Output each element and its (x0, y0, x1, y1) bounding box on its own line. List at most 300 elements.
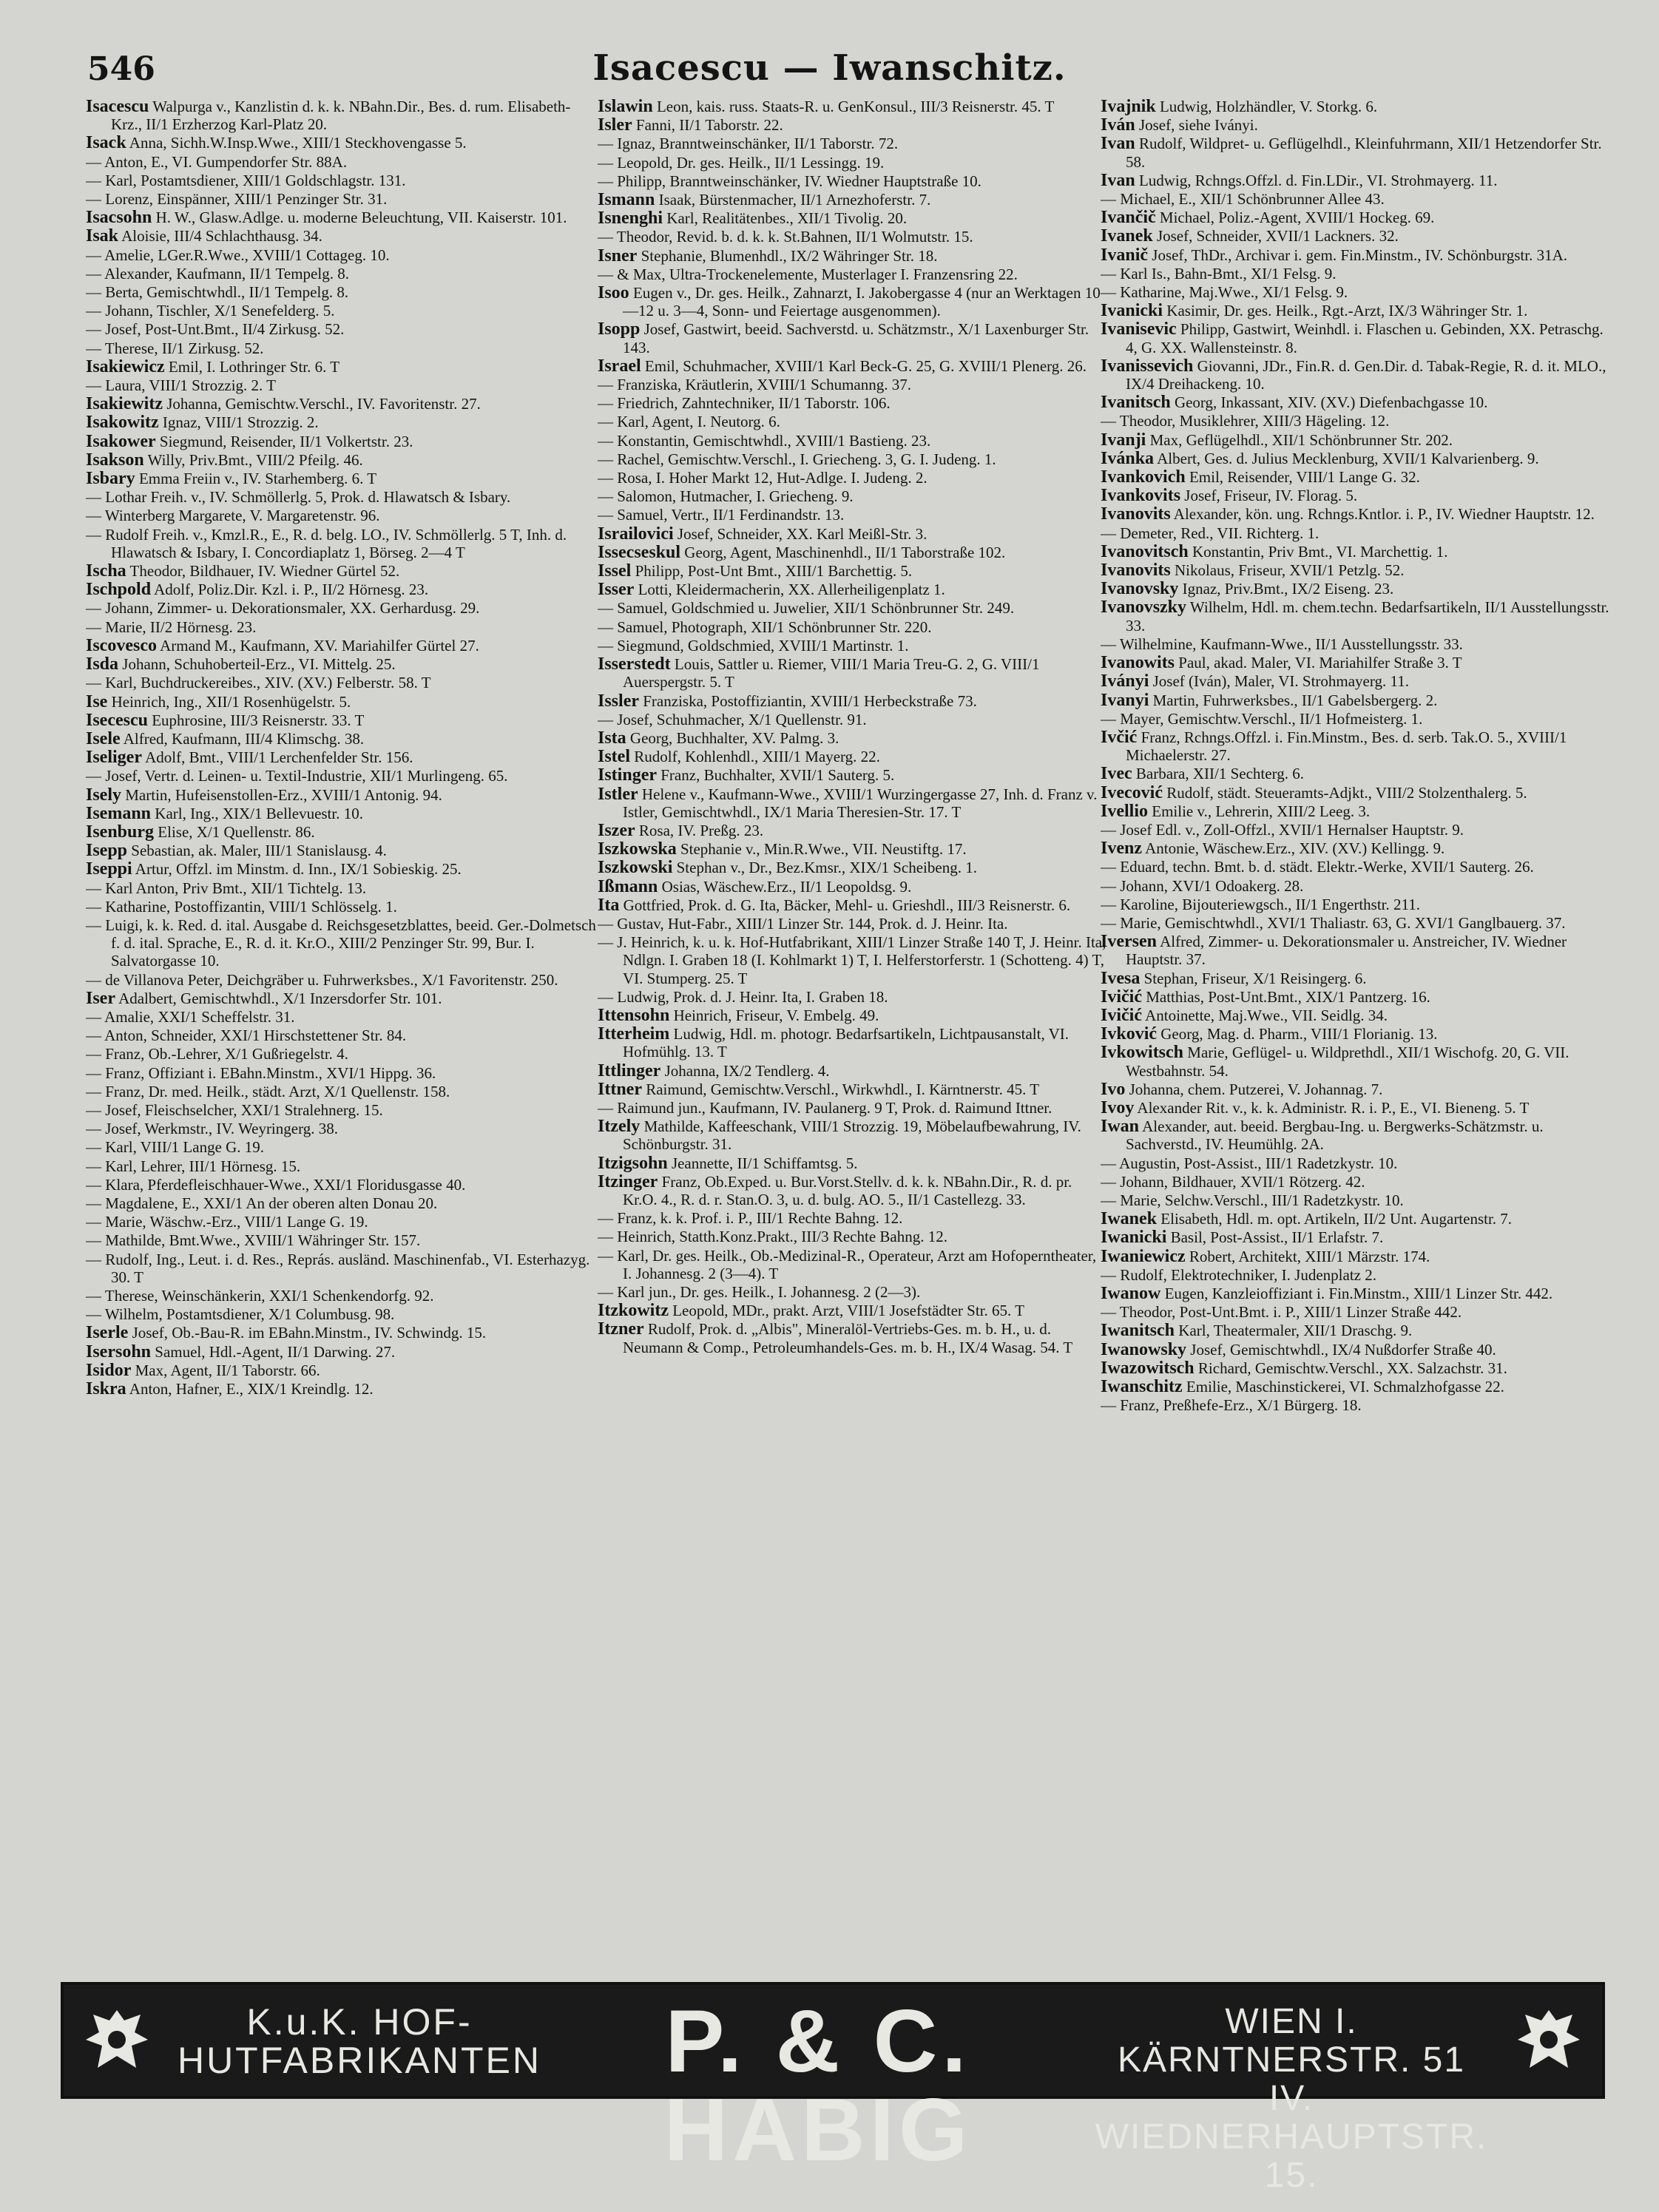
entry-surname: Isbary (86, 470, 135, 488)
directory-entry (86, 879, 596, 897)
entry-details: Fanni, II/1 Taborstr. 22. (632, 116, 783, 135)
entry-details: Georg, Buchhalter, XV. Palmg. 3. (626, 728, 839, 747)
directory-entry (1101, 431, 1611, 449)
directory-entry (86, 823, 596, 841)
directory-entry (86, 470, 596, 487)
entry-surname: Istler (598, 785, 638, 804)
directory-entry (598, 357, 1108, 375)
entry-details: Franz, Buchhalter, XVII/1 Sauterg. 5. (657, 766, 895, 785)
directory-entry (1101, 877, 1611, 895)
entry-details: — Augustin, Post-Assist., III/1 Radetzkystr. 10. (1101, 1154, 1398, 1172)
directory-entry (598, 822, 1108, 839)
entry-details: — J. Heinrich, k. u. k. Hof-Hutfabrikant, XIII/1 Linzer Straße 140 T, J. Heinr. Ita, Ndlgn. I. Graben 18 (I. Kohlmarkt 1) T, I. Helferstorferstr. 1 (Schotteng. 4) T, VI. Stumperg. 25. T (598, 933, 1106, 987)
entry-details: — Josef, Post-Unt.Bmt., II/4 Zirkusg. 52. (86, 320, 345, 339)
directory-entry (86, 1120, 596, 1137)
entry-surname: Isecescu (86, 711, 148, 729)
banner-address-text (1084, 2003, 1498, 2195)
directory-entry (598, 933, 1108, 987)
entry-surname: Israilovici (598, 524, 674, 543)
directory-entry (1101, 561, 1611, 579)
entry-surname: Ista (598, 728, 626, 748)
entry-details: Alexander, kön. ung. Rchngs.Kntlor. i. P., IV. Wiedner Hauptstr. 12. (1170, 505, 1595, 524)
directory-entry (598, 284, 1108, 319)
entry-surname: Itzely (598, 1117, 641, 1137)
directory-entry (1101, 598, 1611, 634)
directory-entry (598, 1302, 1108, 1319)
entry-details: Franz, Rchngs.Offzl. i. Fin.Minstm., Bes. d. serb. Tak.O. 5., XVIII/1 Michaelerstr. 27. (1126, 728, 1567, 765)
entry-details: Ignaz, Priv.Bmt., IX/2 Eiseng. 23. (1178, 580, 1394, 598)
entry-details: — Siegmund, Goldschmied, XVIII/1 Martinstr. 1. (598, 636, 909, 655)
directory-entry (598, 878, 1108, 896)
directory-entry (86, 711, 596, 729)
entry-surname: Itzkowitz (598, 1302, 669, 1320)
directory-entry (598, 840, 1108, 858)
directory-entry (86, 1194, 596, 1212)
directory-entry (86, 1101, 596, 1119)
entry-details: — Karl Is., Bahn-Bmt., XI/1 Felsg. 9. (1101, 264, 1337, 283)
directory-entry (86, 227, 596, 245)
directory-entry (598, 562, 1108, 580)
directory-entry (598, 1099, 1108, 1117)
directory-entry (86, 1343, 596, 1361)
entry-details: — Franziska, Kräutlerin, XVIII/1 Schumanng. 37. (598, 376, 911, 394)
entry-details: — Demeter, Red., VII. Richterg. 1. (1101, 524, 1320, 542)
directory-entry (1101, 858, 1611, 876)
directory-entry (598, 469, 1108, 487)
directory-entry (86, 618, 596, 636)
entry-surname: Ivesa (1101, 969, 1141, 987)
entry-surname: Iseliger (86, 748, 142, 767)
entry-surname: Isopp (598, 320, 641, 339)
entry-details: Rudolf, Kohlenhdl., XIII/1 Mayerg. 22. (630, 748, 880, 766)
directory-entry (598, 915, 1108, 933)
entry-details: — Karl, Dr. ges. Heilk., Ob.-Medizinal-R., Operateur, Arzt am Hofoperntheater, I. Johannesg. 2 (3—4). T (598, 1246, 1097, 1282)
directory-entry (598, 711, 1108, 728)
directory-entry (86, 898, 596, 916)
entry-details: — Rachel, Gemischtw.Verschl., I. Griecheng. 3, G. I. Judeng. 1. (598, 450, 996, 468)
entry-surname: Iserle (86, 1324, 129, 1342)
directory-entry (1101, 98, 1611, 115)
entry-details: — Karl jun., Dr. ges. Heilk., I. Johannesg. 2 (2—3). (598, 1283, 921, 1301)
entry-details: Martin, Fuhrwerksbes., II/1 Gabelsbergerg. 2. (1149, 691, 1438, 709)
entry-details: Adolf, Poliz.Dir. Kzl. i. P., II/2 Hörnesg. 23. (151, 581, 429, 599)
entry-surname: Iwanow (1101, 1285, 1161, 1303)
directory-entry (1101, 672, 1611, 690)
entry-details: Rudolf, Wildpret- u. Geflügelhdl., Kleinfuhrmann, XII/1 Hetzendorfer Str. 58. (1126, 135, 1602, 171)
directory-entry (598, 432, 1108, 450)
entry-surname: Isoo (598, 284, 629, 303)
entry-details: — Gustav, Hut-Fabr., XIII/1 Linzer Str. 144, Prok. d. J. Heinr. Ita. (598, 914, 1008, 933)
entry-details: — Johann, Tischler, X/1 Senefelderg. 5. (86, 302, 335, 320)
entry-details: Antonie, Wäschew.Erz., XIV. (XV.) Kellingg. 9. (1142, 839, 1445, 858)
directory-entry (1101, 265, 1611, 283)
entry-details: Marie, Geflügel- u. Wildprethdl., XII/1 Wischofg. 20, G. VII. Westbahnstr. 54. (1126, 1044, 1570, 1080)
directory-entry (86, 1305, 596, 1323)
entry-details: — Philipp, Branntweinschänker, IV. Wiedner Hauptstraße 10. (598, 172, 981, 190)
entry-surname: Iwanek (1101, 1210, 1158, 1228)
entry-surname: Isakowitz (86, 413, 159, 432)
directory-entry (86, 655, 596, 673)
directory-entry (598, 1062, 1108, 1080)
entry-surname: Isser (598, 581, 635, 599)
entry-details: — Magdalene, E., XXI/1 An der oberen alten Donau 20. (86, 1194, 438, 1212)
entry-details: Josef, ThDr., Archivar i. gem. Fin.Minstm., IV. Schönburgstr. 31A. (1148, 246, 1568, 264)
entry-surname: Ivanek (1101, 227, 1153, 246)
entry-surname: Iwanicki (1101, 1228, 1167, 1247)
entry-surname: Isakiewicz (86, 357, 165, 376)
entry-surname: Isemann (86, 804, 152, 822)
entry-details: — Marie, II/2 Hörnesg. 23. (86, 618, 257, 636)
directory-entry (1101, 1303, 1611, 1321)
directory-entry (598, 116, 1108, 134)
entry-details: Alfred, Kaufmann, III/4 Klimschg. 38. (120, 729, 365, 748)
directory-entry (1101, 1378, 1611, 1396)
entry-details: Heinrich, Ing., XII/1 Rosenhügelstr. 5. (107, 692, 351, 711)
entry-details: — Marie, Gemischtwhdl., XVI/1 Thaliastr. 63, G. XVI/1 Ganglbauerg. 37. (1101, 913, 1566, 932)
entry-surname: Ivankovich (1101, 468, 1186, 487)
entry-surname: Ivanisevic (1101, 320, 1177, 339)
entry-surname: Ivanissevich (1101, 356, 1194, 376)
entry-surname: Itzinger (598, 1172, 658, 1191)
directory-entry (1101, 450, 1611, 467)
entry-details: — Klara, Pferdefleischhauer-Wwe., XXI/1 Floridusgasse 40. (86, 1175, 466, 1194)
entry-surname: Isler (598, 116, 632, 135)
entry-details: Willy, Priv.Bmt., VIII/2 Pfeilg. 46. (143, 450, 363, 469)
directory-entry (1101, 1025, 1611, 1043)
directory-entry (1101, 914, 1611, 932)
directory-entry (86, 693, 596, 711)
directory-entry (86, 1083, 596, 1100)
entry-details: Josef, Gemischtwhdl., IX/4 Nußdorfer Straße 40. (1186, 1340, 1496, 1359)
directory-entry (598, 450, 1108, 468)
column-3 (1101, 98, 1611, 1415)
entry-surname: Itzner (598, 1320, 644, 1339)
entry-details: Anna, Sichh.W.Insp.Wwe., XIII/1 Steckhovengasse 5. (126, 134, 467, 152)
entry-details: Georg, Mag. d. Pharm., VIII/1 Florianig. 13. (1157, 1025, 1438, 1044)
entry-surname: Isnenghi (598, 209, 663, 228)
entry-details: Johann, Schuhoberteil-Erz., VI. Mittelg. 25. (118, 655, 396, 674)
directory-entry (86, 1324, 596, 1342)
entry-surname: Iszkowska (598, 840, 677, 859)
entry-details: — Raimund jun., Kaufmann, IV. Paulanerg. 9 T, Prok. d. Raimund Ittner. (598, 1098, 1052, 1117)
directory-entry (598, 655, 1108, 691)
entry-details: — Franz, Dr. med. Heilk., städt. Arzt, X/1 Quellenstr. 158. (86, 1082, 450, 1100)
entry-details: Stephanie, Blumenhdl., IX/2 Währinger Str. 18. (637, 246, 938, 265)
directory-entry (598, 376, 1108, 393)
directory-entry (86, 971, 596, 989)
entry-surname: Ivo (1101, 1080, 1126, 1098)
directory-entry (598, 1247, 1108, 1282)
entry-details: — Samuel, Goldschmied u. Juwelier, XII/1 Schönbrunner Str. 249. (598, 599, 1015, 618)
directory-entry (598, 394, 1108, 412)
entry-details: Emil, I. Lothringer Str. 6. T (164, 357, 340, 376)
directory-entry (598, 544, 1108, 561)
entry-details: Samuel, Hdl.-Agent, II/1 Darwing. 27. (151, 1342, 396, 1361)
entry-details: — Karl, Buchdruckereibes., XIV. (XV.) Felberstr. 58. T (86, 674, 431, 692)
entry-details: Emma Freiin v., IV. Starhemberg. 6. T (135, 470, 377, 488)
directory-entry (1101, 543, 1611, 561)
directory-entry (86, 246, 596, 264)
directory-entry (1101, 765, 1611, 782)
entry-details: Paul, akad. Maler, VI. Mariahilfer Straße 3. T (1175, 654, 1462, 672)
directory-entry (86, 916, 596, 970)
entry-surname: Isele (86, 729, 121, 748)
directory-entry (598, 228, 1108, 246)
entry-details: — Luigi, k. k. Red. d. ital. Ausgabe d. Reichsgesetzblattes, beeid. Ger.-Dolmetsch f. d. ital. Sprache, E., R. d. it. Kr.O., XIII/2 Penzinger Str. 99, Bur. I. Salvatorgasse 10. (86, 916, 596, 970)
entry-details: Eugen, Kanzleioffiziant i. Fin.Minstm., XIII/1 Linzer Str. 442. (1160, 1285, 1553, 1302)
entry-details: Josef, Ob.-Bau-R. im EBahn.Minstm., IV. Schwindg. 15. (128, 1324, 487, 1342)
directory-entry (598, 859, 1108, 876)
directory-entry (1101, 728, 1611, 764)
entry-surname: Ivanicki (1101, 302, 1163, 320)
entry-details: Elisabeth, Hdl. m. opt. Artikeln, II/2 Unt. Augartenstr. 7. (1157, 1210, 1513, 1228)
directory-entry (1101, 1191, 1611, 1209)
directory-entry (86, 413, 596, 431)
entry-details: Wilhelm, Hdl. m. chem.techn. Bedarfsartikeln, II/1 Ausstellungsstr. 33. (1126, 598, 1609, 635)
directory-entry (86, 507, 596, 524)
entry-details: — Samuel, Vertr., II/1 Ferdinandstr. 13. (598, 506, 845, 524)
directory-entry (1101, 190, 1611, 208)
entry-details: — Anton, Schneider, XXI/1 Hirschstettener Str. 84. (86, 1026, 407, 1045)
directory-entry (86, 302, 596, 319)
entry-details: Philipp, Post-Unt Bmt., XIII/1 Barchettig. 5. (631, 562, 913, 581)
entry-details: — Therese, II/1 Zirkusg. 52. (86, 339, 264, 357)
directory-entry (86, 1231, 596, 1249)
directory-entry (1101, 357, 1611, 393)
directory-entry (86, 395, 596, 413)
entry-surname: Isner (598, 246, 638, 265)
entry-details: Josef, Schneider, XVII/1 Lackners. 32. (1152, 227, 1399, 246)
entry-surname: Ivánka (1101, 449, 1155, 468)
directory-entry (1101, 896, 1611, 913)
entry-details: Emilie v., Lehrerin, XIII/2 Leeg. 3. (1148, 802, 1371, 820)
entry-surname: Ischa (86, 562, 126, 581)
entry-details: — Mathilde, Bmt.Wwe., XVIII/1 Währinger Str. 157. (86, 1231, 421, 1250)
directory-entry (598, 1228, 1108, 1245)
directory-entry (598, 599, 1108, 617)
entry-surname: Isenburg (86, 822, 155, 842)
entry-surname: Isakiewitz (86, 395, 163, 413)
entry-surname: Ivoy (1101, 1098, 1135, 1117)
entry-details: — Therese, Weinschänkerin, XXI/1 Schenkendorfg. 92. (86, 1287, 434, 1305)
entry-surname: Iwanschitz (1101, 1378, 1183, 1396)
entry-details: Sebastian, ak. Maler, III/1 Stanislausg. 4. (127, 842, 387, 860)
entry-surname: Ischpold (86, 581, 152, 599)
directory-entry (86, 767, 596, 785)
directory-entry (1101, 1266, 1611, 1284)
entry-surname: Ivanyi (1101, 691, 1149, 709)
entry-details: Armand M., Kaufmann, XV. Mariahilfer Gürtel 27. (156, 636, 479, 655)
entry-details: — Theodor, Revid. b. d. k. k. St.Bahnen, II/1 Wolmutstr. 15. (598, 228, 973, 246)
directory-entry (1101, 1099, 1611, 1117)
directory-entry (86, 748, 596, 766)
entry-details: Franz, Ob.Exped. u. Bur.Vorst.Stellv. d. k. k. NBahn.Dir., R. d. pr. Kr.O. 4., R. d. r. Stan.O. 3, u. d. bulg. AO. 5., II/1 Castellezg. 33. (623, 1172, 1072, 1208)
entry-surname: Isepp (86, 842, 128, 860)
entry-details: Johanna, chem. Putzerei, V. Johannag. 7. (1125, 1080, 1383, 1098)
directory-entry (86, 209, 596, 226)
entry-details: — Franz, Offiziant i. EBahn.Minstm., XVI/1 Hippg. 36. (86, 1063, 436, 1082)
entry-surname: Ivkowitsch (1101, 1044, 1184, 1063)
entry-details: Leopold, MDr., prakt. Arzt, VIII/1 Josefstädter Str. 65. T (668, 1302, 1024, 1320)
directory-entry (86, 339, 596, 357)
entry-details: Artur, Offzl. im Minstm. d. Inn., IX/1 Sobieskig. 25. (132, 860, 462, 879)
entry-surname: Iszkowski (598, 859, 673, 877)
directory-entry (598, 729, 1108, 747)
entry-surname: Isakson (86, 450, 144, 470)
entry-surname: Isidor (86, 1361, 132, 1380)
directory-entry (86, 1026, 596, 1044)
entry-details: — Ignaz, Branntweinschänker, II/1 Taborstr. 72. (598, 135, 899, 153)
directory-entry (598, 785, 1108, 821)
entry-surname: Ittensohn (598, 1006, 670, 1025)
directory-entry (86, 172, 596, 189)
entry-surname: Ivecović (1101, 783, 1163, 802)
entry-surname: Isacescu (86, 98, 149, 116)
entry-details: Josef, siehe Iványi. (1135, 116, 1258, 135)
banner-right-line1: WIEN I. KÄRNTNERSTR. 51 (1117, 2002, 1466, 2080)
directory-entry (598, 581, 1108, 598)
directory-entry (1101, 821, 1611, 839)
entry-surname: Ivanovszky (1101, 598, 1187, 618)
entry-surname: Iwaniewicz (1101, 1247, 1186, 1265)
directory-entry (1101, 1228, 1611, 1246)
entry-surname: Ivankovits (1101, 487, 1181, 505)
entry-details: — Karl, VIII/1 Lange G. 19. (86, 1138, 265, 1157)
entry-details: — Salomon, Hutmacher, I. Griecheng. 9. (598, 487, 854, 506)
directory-entry (1101, 227, 1611, 245)
directory-entry (1101, 209, 1611, 226)
directory-entry (1101, 283, 1611, 301)
directory-entry (1101, 172, 1611, 189)
directory-entry (598, 692, 1108, 710)
entry-details: — Heinrich, Statth.Konz.Prakt., III/3 Rechte Bahng. 12. (598, 1228, 947, 1246)
entry-details: — Franz, Ob.-Lehrer, X/1 Gußriegelstr. 4. (86, 1045, 348, 1063)
directory-entry (86, 376, 596, 394)
directory-entry (598, 1007, 1108, 1024)
entry-details: — Karl, Postamtsdiener, XIII/1 Goldschlagstr. 131. (86, 171, 406, 189)
entry-surname: Issel (598, 562, 632, 581)
entry-details: Alfred, Zimmer- u. Dekorationsmaler u. Anstreicher, IV. Wiedner Hauptstr. 37. (1126, 933, 1567, 969)
entry-details: Rosa, IV. Preßg. 23. (635, 821, 764, 839)
eagle-crest-icon (1515, 2004, 1583, 2078)
entry-details: Georg, Inkassant, XIV. (XV.) Diefenbachgasse 10. (1170, 393, 1488, 412)
entry-details: Alexander Rit. v., k. k. Administr. R. i. P., E., VI. Bieneng. 5. T (1134, 1098, 1530, 1117)
entry-details: Michael, Poliz.-Agent, XVIII/1 Hockeg. 69. (1155, 209, 1435, 227)
advertisement-banner (61, 1982, 1605, 2195)
entry-details: Karl, Theatermaler, XII/1 Draschg. 9. (1175, 1322, 1413, 1340)
entry-surname: Ivičić (1101, 987, 1142, 1006)
directory-entry (86, 730, 596, 748)
directory-entry (1101, 1359, 1611, 1377)
entry-details: Louis, Sattler u. Riemer, VIII/1 Maria Treu-G. 2, G. VIII/1 Auerspergstr. 5. T (623, 655, 1040, 691)
directory-entry (1101, 635, 1611, 653)
entry-details: — Anton, E., VI. Gumpendorfer Str. 88A. (86, 152, 348, 171)
column-2 (598, 98, 1108, 1357)
entry-details: Anton, Hafner, E., XIX/1 Kreindlg. 12. (126, 1380, 374, 1398)
entry-surname: Itzigsohn (598, 1154, 668, 1172)
entry-details: — Alexander, Kaufmann, II/1 Tempelg. 8. (86, 264, 349, 283)
directory-entry (86, 1045, 596, 1063)
directory-entry (1101, 468, 1611, 486)
entry-details: Martin, Hufeisenstollen-Erz., XVIII/1 Antonig. 94. (121, 785, 442, 804)
directory-entry (86, 1251, 596, 1286)
entry-details: Aloisie, III/4 Schlachthausg. 34. (118, 227, 322, 246)
directory-entry (86, 674, 596, 691)
entry-details: Mathilde, Kaffeeschank, VIII/1 Strozzig. 19, Möbelaufbewahrung, IV. Schönburgstr. 31. (623, 1117, 1081, 1154)
entry-details: Barbara, XII/1 Sechterg. 6. (1132, 765, 1304, 783)
directory-entry (1101, 320, 1611, 356)
directory-entry (86, 98, 596, 133)
entry-details: Antoinette, Maj.Wwe., VII. Seidlg. 34. (1141, 1006, 1388, 1024)
entry-surname: Ißmann (598, 877, 658, 896)
directory-entry (598, 1117, 1108, 1153)
entry-details: Karl, Ing., XIX/1 Bellevuestr. 10. (151, 804, 363, 822)
entry-surname: Ismann (598, 191, 655, 209)
directory-entry (86, 451, 596, 469)
directory-entry (86, 599, 596, 617)
directory-entry (86, 1064, 596, 1082)
entry-details: Josef, Schneider, XX. Karl Meißl-Str. 3. (673, 524, 928, 543)
directory-entry (86, 637, 596, 655)
entry-details: — Wilhelm, Postamtsdiener, X/1 Columbusg. 98. (86, 1305, 395, 1324)
entry-surname: Iwanowsky (1101, 1340, 1187, 1359)
entry-details: Helene v., Kaufmann-Wwe., XVIII/1 Wurzingergasse 27, Inh. d. Franz v. Istler, Gemischtwhdl., IX/1 Maria Theresien-Str. 17. T (623, 785, 1098, 821)
entry-details: Isaak, Bürstenmacher, II/1 Arnezhoferstr. 7. (655, 191, 931, 209)
directory-entry (1101, 691, 1611, 709)
entry-details: Ludwig, Holzhändler, V. Storkg. 6. (1155, 98, 1378, 115)
entry-details: H. W., Glasw.Adlge. u. moderne Beleuchtung, VII. Kaiserstr. 101. (152, 209, 567, 227)
entry-details: — Marie, Selchw.Verschl., III/1 Radetzkystr. 10. (1101, 1191, 1404, 1209)
entry-details: Basil, Post-Assist., II/1 Erlafstr. 7. (1166, 1228, 1384, 1247)
entry-details: Albert, Ges. d. Julius Mecklenburg, XVII/1 Kalvarienberg. 9. (1154, 449, 1539, 467)
entry-details: — Franz, k. k. Prof. i. P., III/1 Rechte Bahng. 12. (598, 1209, 903, 1228)
entry-surname: Iskra (86, 1380, 126, 1398)
entry-surname: Ivanič (1101, 246, 1149, 264)
directory-entry (598, 988, 1108, 1006)
entry-details: Siegmund, Reisender, II/1 Volkertstr. 23. (155, 432, 413, 450)
directory-entry (86, 842, 596, 859)
directory-entry (1101, 970, 1611, 987)
directory-entry (86, 1157, 596, 1175)
directory-entry (1101, 710, 1611, 728)
entry-surname: Issecseskul (598, 543, 681, 562)
directory-entry (86, 990, 596, 1007)
entry-details: Raimund, Gemischtw.Verschl., Wirkwhdl., I. Kärntnerstr. 45. T (641, 1080, 1040, 1098)
directory-entry (598, 209, 1108, 227)
banner-brand: P. & C. HABIG (663, 1992, 973, 2179)
entry-details: Robert, Architekt, XIII/1 Märzstr. 174. (1185, 1247, 1430, 1265)
entry-details: — Rudolf Freih. v., Kmzl.R., E., R. d. belg. LO., IV. Schmöllerlg. 5 T, Inh. d. Hlawatsch & Isbary, I. Concordiaplatz 1, Börseg. 2—4 T (86, 525, 567, 561)
directory-entry (86, 358, 596, 376)
entry-surname: Ivanovits (1101, 505, 1171, 524)
directory-entry (86, 562, 596, 580)
entry-details: — Lothar Freih. v., IV. Schmöllerlg. 5, Prok. d. Hlawatsch & Isbary. (86, 488, 511, 507)
banner-left-line2: HUTFABRIKANTEN (177, 2040, 542, 2081)
directory-entry (1101, 1007, 1611, 1024)
entry-details: Rudolf, städt. Steueramts-Adjkt., VIII/2 Stolzenthalerg. 5. (1162, 783, 1527, 802)
entry-surname: Itterheim (598, 1025, 670, 1044)
directory-entry (1101, 135, 1611, 170)
entry-details: Alexander, aut. beeid. Bergbau-Ing. u. Bergwerks-Schätzmstr. u. Sachverstd., IV. Heumühlg. 2A. (1126, 1117, 1544, 1154)
directory-entry (86, 153, 596, 171)
entry-details: — Lorenz, Einspänner, XIII/1 Penzinger Str. 31. (86, 190, 388, 209)
directory-entry (86, 134, 596, 152)
directory-entry (1101, 580, 1611, 598)
entry-surname: Iván (1101, 116, 1135, 135)
directory-entry (1101, 524, 1611, 542)
directory-entry (86, 1362, 596, 1379)
directory-entry (598, 1209, 1108, 1227)
